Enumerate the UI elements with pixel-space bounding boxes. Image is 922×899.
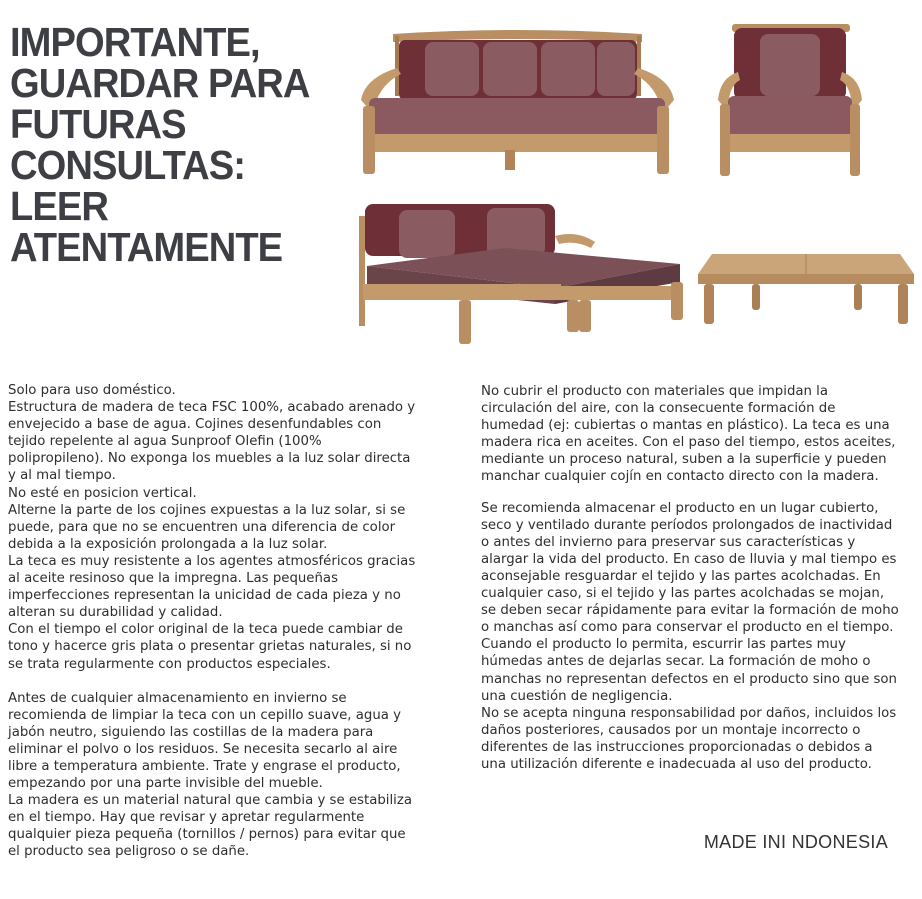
right-block-1: No cubrir el producto con materiales que impidan la circulación del aire, con la consecuente formación de humedad (ej: cubiertas o mantas en plástico). La teca es una madera rica en aceites. Con el paso del tiempo, estos aceites, mediante un proceso natural, suben a la superficie y pueden manchar cualquier cojín en contacto directo con la madera. xyxy=(481,384,896,485)
right-block-2: Se recomienda almacenar el producto en un lugar cubierto, seco y ventilado durante períodos prolongados de inactividad o antes del invierno para preservar sus características y alargar la vida del producto. En caso de lluvia y mal tiempo es aconsejable resguardar el tejido y las partes acolchadas. En cualquier caso, si el tejido y las partes acolchadas se mojan, se deben secar rápidamente para evitar la formación de moho o manchas así como para conservar el producto en el tiempo. Cuando el producto lo permita, escurrir las partes muy húmedas antes de dejarlas secar. La formación de moho o manchas no representan defectos en el producto sino que son una cuestión de negligencia. No se acepta ninguna responsabilidad por daños, incluidos los daños posteriores, causados por un montaje incorrecto o diferentes de las instrucciones proporcionadas o debidos a una utilización diferente e inadecuada al uso del producto. xyxy=(481,500,899,772)
daybed-image xyxy=(355,196,690,348)
right-text-column xyxy=(481,383,899,773)
left-block-2: Antes de cualquier almacenamiento en invierno se recomienda de limpiar la teca con un cepillo suave, agua y jabón neutro, siguiendo las costillas de la madera para eliminar el polvo o los residuos. Se necesita secarlo al aire libre a temperatura ambiente. Trate y engrase el producto, empezando por una parte invisible del mueble. La madera es un material natural que cambia y se estabiliza en el tiempo. Hay que revisar y apretar regularmente qualquier pieza pequeña (tornillos / pernos) para evitar que el producto sea peligroso o se dañe. xyxy=(8,690,412,860)
made-in-label: MADE INI NDONESIA xyxy=(703,832,888,852)
armchair-image xyxy=(714,20,866,180)
sofa-image xyxy=(355,28,680,180)
left-text-column xyxy=(8,382,416,861)
left-block-1: Solo para uso doméstico. Estructura de madera de teca FSC 100%, acabado arenado y envejecido a base de agua. Cojines desenfundables con tejido repelente al agua Sunproof Olefin (100% polipropileno). No exponga los muebles a la luz solar directa y al mal tiempo. No esté en posicion vertical. Alterne la parte de los cojines expuestas a la luz solar, si se puede, para que no se encuentren una diferencia de color debida a la exposición prolongada a la luz solar. La teca es muy resistente a los agentes atmosféricos gracias al aceite resinoso que la impregna. Las pequeñas imperfecciones representan la unicidad de cada pieza y no alteran su durabilidad y calidad. Con el tiempo el color original de la teca puede cambiar de tono y hacerce gris plata o presentar grietas naturales, si no se trata regularmente con productos especiales. xyxy=(8,383,416,672)
coffee-table-image xyxy=(694,248,918,328)
page-title: IMPORTANTE, GUARDAR PARA FUTURAS CONSULTAS: LEER ATENTAMENTE xyxy=(10,19,309,270)
